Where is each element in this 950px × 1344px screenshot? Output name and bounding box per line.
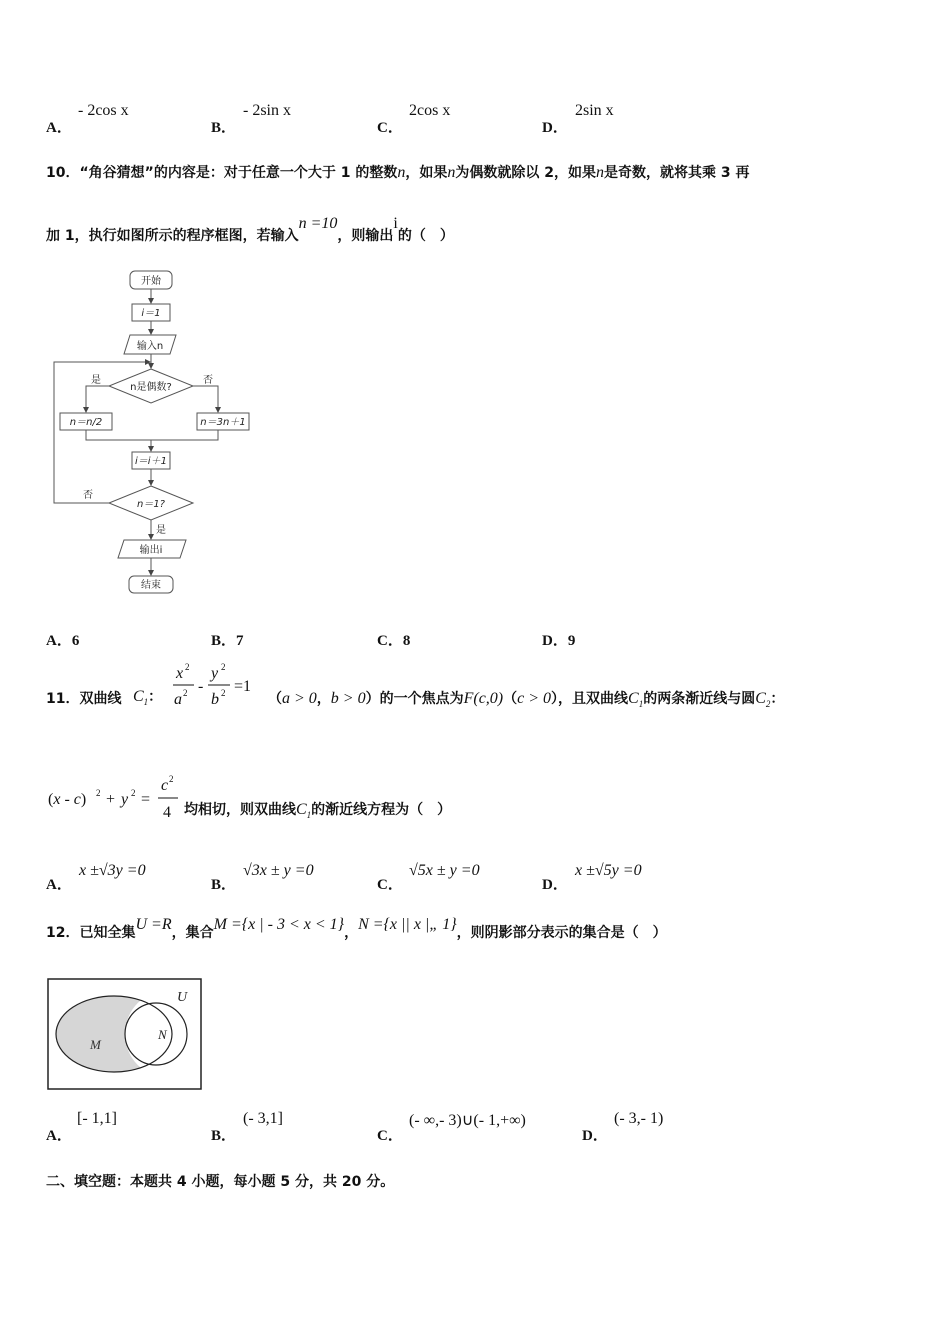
q11-cond-text: ）的一个焦点为 — [365, 691, 464, 707]
q11-comma: ， — [316, 691, 331, 707]
q10-text-a: 10．“角谷猜想”的内容是：对于任意一个大于 1 的整数 — [46, 165, 398, 181]
q10-text-f: ，则输出 — [337, 228, 394, 244]
q9-option-d-letter: D． — [542, 120, 568, 136]
svg-text:2: 2 — [221, 688, 226, 698]
flowchart-yes-label-2: 是 — [156, 525, 166, 536]
q10-line2 — [46, 215, 454, 245]
svg-text:b: b — [211, 691, 219, 708]
q11-b-gt: b > 0 — [330, 690, 366, 707]
svg-text:+: + — [106, 791, 116, 808]
q12-set-n: N ={x || x |„ 1} — [358, 916, 457, 933]
q11-option-b-expr: √3x ± y =0 — [243, 862, 314, 879]
q10-text-d: 是奇数，就将其乘 3 再 — [604, 165, 750, 181]
q12-option-a-expr: [- 1,1] — [77, 1110, 117, 1127]
q10-option-c — [377, 629, 410, 650]
q10-text-b: ，如果 — [405, 165, 448, 181]
flowchart-input: 输入n — [136, 341, 164, 352]
section-heading-fill-in: 二、填空题：本题共 4 小题，每小题 5 分，共 20 分。 — [46, 1174, 395, 1190]
q9-option-a-letter: A． — [46, 120, 72, 136]
q11-a-gt: a > 0 — [282, 690, 317, 707]
flowchart-cond1: n是偶数? — [130, 382, 172, 393]
q11-line2 — [184, 799, 451, 819]
q9-option-b-expr: - 2sin x — [243, 102, 291, 119]
var-n: n — [596, 164, 604, 181]
q11-c1-symbol: $C_1$： — [133, 688, 163, 707]
q10-text-g: 的（ ） — [397, 228, 454, 244]
svg-text:2: 2 — [96, 788, 101, 798]
svg-text:(x - c): (x - c) — [48, 791, 87, 808]
q11-option-d-letter: D． — [542, 877, 568, 893]
svg-text:2: 2 — [183, 688, 188, 698]
q11-c1-symbol-2: $C_1$ — [628, 690, 644, 709]
q11-text-c: ），且双曲线 — [551, 691, 629, 707]
venn-label-u: U — [177, 990, 188, 1005]
q10-option-d-value: 9 — [567, 633, 576, 649]
svg-text:=1: =1 — [234, 678, 252, 695]
q12-option-c-expr: (- ∞,- 3)∪(- 1,+∞) — [409, 1112, 526, 1129]
q11-circle-tail: 均相切，则双曲线 — [184, 802, 296, 818]
flowchart-end: 结束 — [141, 580, 161, 591]
q11-c-gt: c > 0 — [517, 690, 552, 707]
q12-option-b-expr: (- 3,1] — [243, 1110, 283, 1127]
svg-text:2: 2 — [185, 662, 190, 672]
svg-text:2: 2 — [221, 662, 226, 672]
q12-prefix: 12．已知全集 — [46, 925, 136, 941]
q9-option-c-expr: 2cos x — [409, 102, 451, 119]
var-i: i — [393, 215, 398, 232]
q11-colon: ： — [770, 691, 785, 707]
q12-option-a-letter: A． — [46, 1128, 72, 1144]
q11-circle-equation — [46, 772, 186, 824]
q10-option-c-value: 8 — [402, 633, 411, 649]
q10-text-c: 为偶数就除以 2，如果 — [455, 165, 596, 181]
q10-option-b-letter: B． — [211, 633, 237, 649]
q10-option-c-letter: C． — [377, 633, 403, 649]
q12-comma: ， — [344, 925, 359, 941]
q12-set-m: M ={x | - 3 < x < 1} — [213, 916, 345, 933]
flowchart-init: i＝1 — [141, 308, 161, 319]
q11-c2-symbol: $C_2$ — [755, 690, 771, 709]
venn-label-n: N — [158, 1027, 167, 1042]
q11-option-c-letter: C． — [377, 877, 403, 893]
q12-text-b: ，集合 — [171, 925, 214, 941]
q9-option-a-expr: - 2cos x — [78, 102, 129, 119]
flowchart-yes-label: 是 — [91, 375, 101, 386]
q11-option-a-letter: A． — [46, 877, 72, 893]
q12-option-d-letter: D． — [582, 1128, 608, 1144]
q11-condition — [268, 688, 784, 708]
q11-option-c-expr: √5x ± y =0 — [409, 862, 480, 879]
q9-option-c-letter: C． — [377, 120, 403, 136]
var-n: n — [447, 164, 456, 181]
q12-option-d-expr: (- 3,- 1) — [614, 1110, 664, 1127]
q10-option-a-letter: A． — [46, 633, 72, 649]
venn-diagram — [46, 977, 204, 1092]
svg-text:y: y — [121, 791, 129, 808]
q11-option-b-letter: B． — [211, 877, 237, 893]
q11-c-open: （ — [503, 691, 518, 707]
q11-text-e: 的渐近线方程为（ ） — [311, 802, 452, 818]
flowchart-cond2: n＝1? — [136, 499, 166, 510]
q12-option-b-letter: B． — [211, 1128, 237, 1144]
flowchart-output: 输出i — [139, 545, 163, 556]
flowchart — [40, 265, 270, 600]
svg-text:=: = — [141, 791, 151, 808]
svg-text:4: 4 — [163, 804, 171, 821]
flowchart-odd: n＝3n＋1 — [200, 417, 246, 428]
q11-focus: F(c,0) — [463, 690, 504, 707]
q10-text-e: 加 1，执行如图所示的程序框图，若输入 — [46, 228, 299, 244]
flowchart-no-label: 否 — [203, 375, 213, 386]
svg-text:2: 2 — [169, 774, 174, 784]
svg-text:y: y — [211, 665, 219, 682]
q12-universal-set: U =R — [135, 916, 172, 933]
q12-line — [46, 916, 667, 942]
q10-option-b — [211, 629, 244, 650]
q11-option-a-expr: x ±√3y =0 — [79, 862, 146, 879]
q11-cond-open: （ — [268, 691, 282, 707]
svg-text:x: x — [176, 665, 184, 682]
q9-option-d-expr: 2sin x — [575, 102, 614, 119]
svg-text:c: c — [161, 777, 169, 794]
svg-text:2: 2 — [131, 788, 136, 798]
q12-option-c-letter: C． — [377, 1128, 403, 1144]
flowchart-increment: i＝i＋1 — [135, 456, 167, 467]
q11-hyperbola-equation — [168, 660, 273, 714]
q11-option-d-expr: x ±√5y =0 — [575, 862, 642, 879]
q11-text-d: 的两条渐近线与圆 — [643, 691, 756, 707]
flowchart-no-label-2: 否 — [83, 490, 93, 501]
q12-text-c: ，则阴影部分表示的集合是（ ） — [456, 925, 667, 941]
q10-option-d-letter: D． — [542, 633, 568, 649]
var-n: n — [397, 164, 406, 181]
q11-prefix: 11．双曲线 — [46, 691, 122, 707]
flowchart-even: n＝n/2 — [69, 417, 103, 428]
q10-input-expr: n =10 — [298, 215, 338, 232]
q9-option-b-letter: B． — [211, 120, 237, 136]
svg-text:a: a — [174, 691, 182, 708]
flowchart-start: 开始 — [141, 276, 161, 287]
svg-text:-: - — [198, 678, 204, 695]
q10-option-b-value: 7 — [236, 633, 244, 649]
q11-c1-symbol-3: $C_1$ — [296, 801, 312, 820]
q10-line1 — [46, 162, 750, 182]
q10-option-a-value: 6 — [71, 633, 80, 649]
q10-option-a — [46, 629, 79, 650]
q10-option-d — [542, 629, 575, 650]
venn-label-m: M — [90, 1037, 101, 1052]
